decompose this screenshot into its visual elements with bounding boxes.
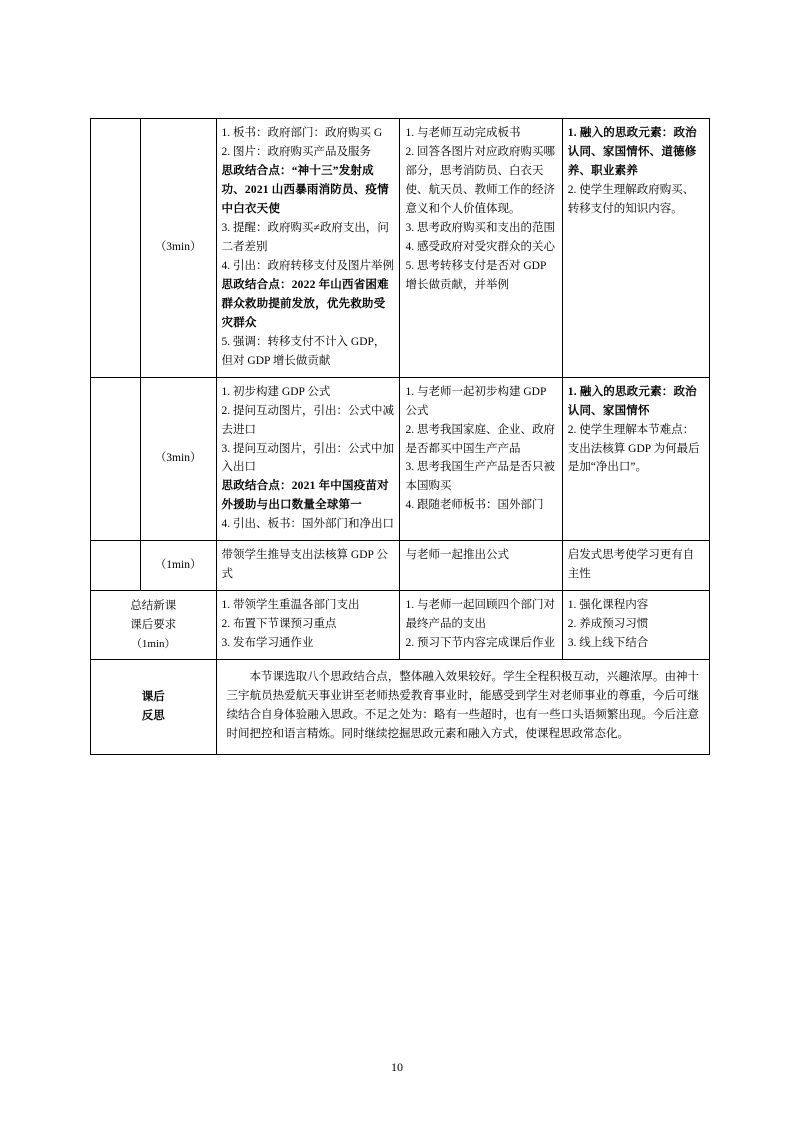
- teacher-activity-line: 1. 板书：政府部门：政府购买 G: [221, 127, 383, 139]
- reflection-label-line1: 课后: [141, 690, 165, 703]
- stage-label-cell: [91, 377, 141, 541]
- design-intent-cell: [562, 377, 709, 541]
- teacher-activity-cell: [216, 377, 400, 541]
- design-intent-line: 3. 线上线下结合: [567, 637, 649, 650]
- student-activity-line: 2. 预习下节内容完成课后作业: [405, 637, 555, 650]
- student-activity-line: 与老师一起推出公式: [405, 549, 509, 562]
- page-number: 10: [391, 1060, 403, 1074]
- summary-time-label: （1min）: [130, 637, 176, 650]
- stage-label-cell: [91, 541, 141, 591]
- ideology-point: 思政结合点：“神十三”发射成功、2021 山西暴雨消防员、疫情中白衣天使: [221, 164, 389, 215]
- table-row-reflection: [91, 660, 710, 755]
- student-activity-line: 3. 思考政府购买和支出的范围: [405, 221, 555, 234]
- table-row: [91, 377, 710, 541]
- teacher-activity-line: 4. 引出、板书：国外部门和净出口: [221, 518, 395, 531]
- teacher-activity-line: 3. 发布学习通作业: [221, 637, 314, 650]
- reflection-label-cell: [91, 660, 217, 755]
- design-intent-cell: [562, 119, 709, 378]
- design-intent-line: 2. 养成预习习惯: [567, 618, 649, 631]
- teacher-activity-line: 4. 引出：政府转移支付及图片举例: [221, 259, 395, 272]
- student-activity-line: 2. 回答各图片对应政府购买哪部分，思考消防员、白衣天使、航天员、教师工作的经济意义和个人价值体现。: [405, 145, 555, 215]
- design-intent-line: 2. 使学生理解政府购买、转移支付的知识内容。: [567, 183, 695, 215]
- student-activity-line: 5. 思考转移支付是否对 GDP 增长做贡献，并举例: [405, 259, 546, 291]
- teacher-activity-cell: [216, 119, 400, 378]
- student-activity-line: 1. 与老师一起初步构建 GDP 公式: [405, 385, 546, 417]
- time-cell: [140, 119, 216, 378]
- table-row: [91, 119, 710, 378]
- design-intent-line: 启发式思考使学习更有自主性: [567, 549, 695, 581]
- time-label: （1min）: [154, 558, 202, 571]
- student-activity-line: 4. 跟随老师板书：国外部门: [405, 499, 544, 512]
- stage-label-cell: [91, 119, 141, 378]
- design-intent-cell: [562, 591, 709, 660]
- design-intent-line: 2. 使学生理解本节难点：支出法核算 GDP 为何最后是加“净出口”。: [567, 423, 700, 474]
- teacher-activity-line: 2. 图片：政府购买产品及服务: [221, 145, 372, 158]
- ideology-point: 思政结合点：2021 年中国疫苗对外援助与出口数量全球第一: [221, 480, 389, 512]
- design-intent-line: 1. 融入的思政元素：政治认同、家国情怀: [567, 385, 697, 417]
- teacher-activity-line: 1. 初步构建 GDP 公式: [221, 385, 331, 398]
- student-activity-line: 3. 思考我国生产产品是否只被本国购买: [405, 461, 555, 493]
- student-activity-cell: [400, 377, 562, 541]
- student-activity-cell: [400, 541, 562, 591]
- teacher-activity-line: 5. 强调：转移支付不计入 GDP，但对 GDP 增长做贡献: [221, 335, 386, 367]
- table-row-summary: [91, 591, 710, 660]
- student-activity-cell: [400, 591, 562, 660]
- table-row: [91, 541, 710, 591]
- student-activity-cell: [400, 119, 562, 378]
- design-intent-cell: [562, 541, 709, 591]
- time-label: （3min）: [154, 240, 202, 253]
- time-label: （3min）: [154, 451, 202, 464]
- teacher-activity-cell: [216, 541, 400, 591]
- design-intent-line: 1. 融入的思政元素：政治认同、家国情怀、道德修养、职业素养: [567, 127, 697, 177]
- time-cell: [140, 541, 216, 591]
- student-activity-line: 2. 思考我国家庭、企业、政府是否都买中国生产产品: [405, 423, 555, 455]
- student-activity-line: 1. 与老师一起回顾四个部门对最终产品的支出: [405, 599, 555, 631]
- design-intent-line: 1. 强化课程内容: [567, 599, 649, 612]
- lesson-plan-table: [90, 118, 710, 755]
- summary-label-line1: 总结新课: [130, 599, 177, 612]
- reflection-text: 本节课选取八个思政结合点，整体融入效果较好。学生全程积极互动，兴趣浓厚。由神十三宇航员热爱航天事业讲至老师热爱教育事业时，能感受到学生对老师事业的尊重，今后可继续结合自身体验融入思政。不足之处为：略有一些超时，也有一些口头语频繁出现。今后注意时间把控和语言精炼。同时继续挖掘思政元素和融入方式，使课程思政常态化。: [226, 671, 699, 741]
- teacher-activity-cell: [216, 591, 400, 660]
- time-cell: [140, 377, 216, 541]
- ideology-point: 思政结合点：2022 年山西省困难群众救助提前发放，优先救助受灾群众: [221, 278, 389, 329]
- teacher-activity-line: 3. 提醒：政府购买≠政府支出，问二者差别: [221, 221, 389, 253]
- student-activity-line: 1. 与老师互动完成板书: [405, 127, 521, 139]
- teacher-activity-line: 1. 带领学生重温各部门支出: [221, 599, 360, 612]
- student-activity-line: 4. 感受政府对受灾群众的关心: [405, 240, 555, 253]
- reflection-text-cell: [216, 660, 709, 755]
- teacher-activity-line: 带领学生推导支出法核算 GDP 公式: [221, 549, 388, 581]
- reflection-label-line2: 反思: [141, 709, 165, 722]
- teacher-activity-line: 2. 布置下节课预习重点: [221, 618, 337, 631]
- summary-stage-cell: [91, 591, 217, 660]
- summary-label-line2: 课后要求: [130, 618, 177, 631]
- teacher-activity-line: 3. 提问互动图片，引出：公式中加入出口: [221, 442, 395, 474]
- teacher-activity-line: 2. 提问互动图片，引出：公式中减去进口: [221, 404, 395, 436]
